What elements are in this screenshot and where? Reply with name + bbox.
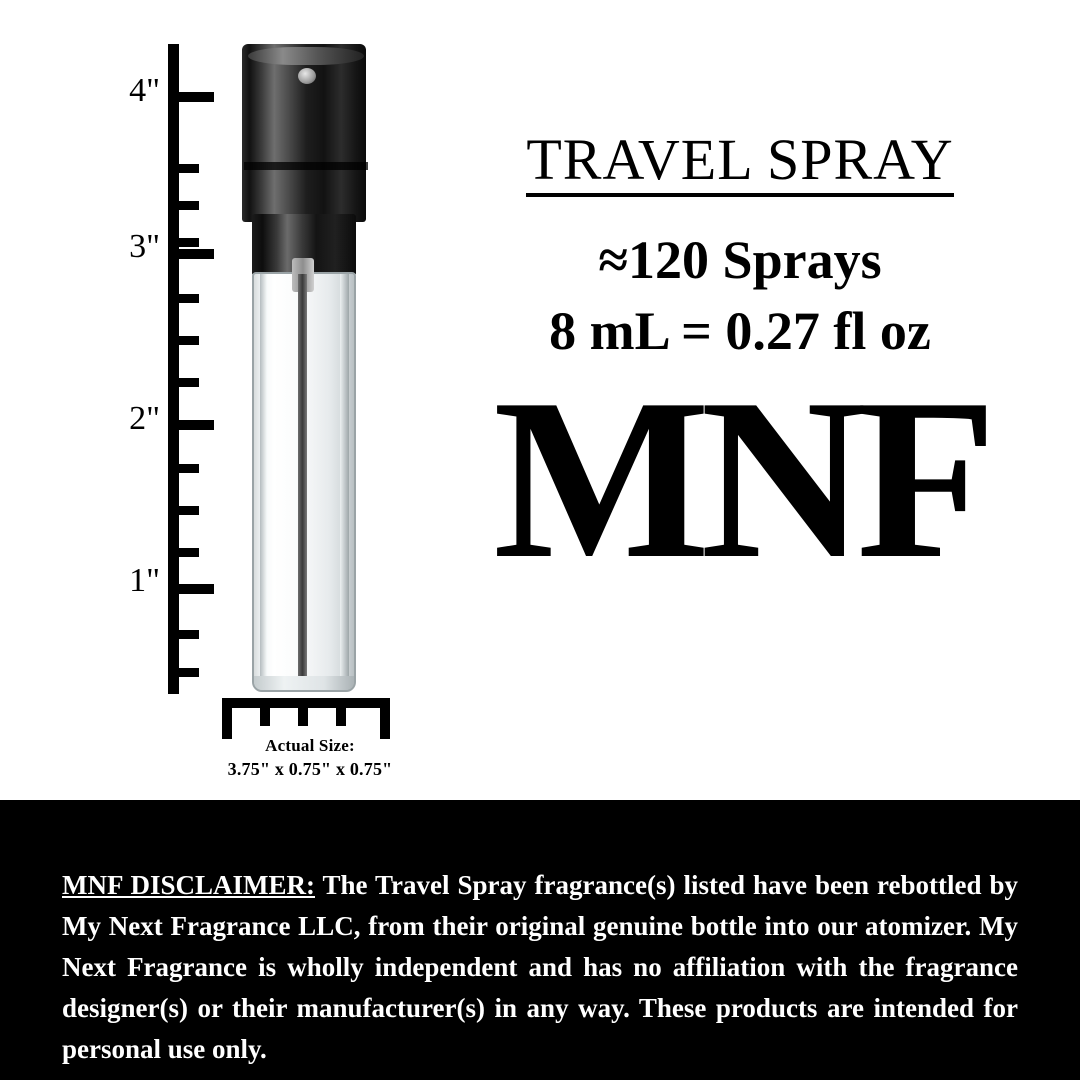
bottle-glass-body — [252, 272, 356, 692]
ruler-tick-major — [222, 708, 232, 739]
volume-text: 8 mL = 0.27 fl oz — [549, 301, 931, 362]
ruler-tick-major — [179, 420, 214, 430]
actual-size-caption — [180, 736, 440, 780]
ruler-label-3in: 3" — [129, 228, 160, 265]
spray-nozzle-hole — [298, 68, 316, 84]
vertical-ruler — [168, 44, 214, 694]
ruler-tick-major — [179, 92, 214, 102]
ruler-tick-minor — [179, 336, 199, 345]
ruler-tick-minor — [179, 201, 199, 210]
ruler-tick-minor — [179, 630, 199, 639]
dip-tube — [298, 274, 307, 688]
disclaimer-body: The Travel Spray fragrance(s) listed have been rebottled by My Next Fragrance LLC, from their original genuine bottle into our atomizer. My Next Fragrance is wholly independent and has no affiliation with the fragrance designer(s) or their manufacturer(s) in any way. These products are intended for personal use only. — [62, 870, 1018, 1065]
ruler-tick-minor — [179, 464, 199, 473]
ruler-label-4in: 4" — [129, 72, 160, 109]
glass-base — [254, 676, 354, 690]
bottle-cap — [242, 44, 366, 222]
title-wrap — [430, 127, 1050, 197]
glass-right-highlight — [340, 274, 349, 690]
cap-highlight — [248, 47, 364, 65]
ruler-tick-minor — [179, 378, 199, 387]
ruler-tick-minor — [179, 294, 199, 303]
spray-count: ≈120 Sprays — [598, 229, 882, 290]
ruler-tick-minor — [179, 164, 199, 173]
cap-collar — [244, 162, 368, 170]
ruler-spine-horizontal — [222, 698, 390, 708]
travel-spray-bottle — [240, 44, 368, 692]
product-info-block — [430, 127, 1050, 606]
actual-size-label: Actual Size: — [265, 736, 355, 755]
ruler-tick-minor — [179, 506, 199, 515]
brand-logo: MNF — [493, 350, 987, 606]
ruler-tick-major — [179, 249, 214, 259]
ruler-tick-minor — [179, 548, 199, 557]
ruler-label-2in: 2" — [129, 400, 160, 437]
disclaimer-label: MNF DISCLAIMER: — [62, 870, 315, 900]
horizontal-ruler — [222, 698, 390, 738]
ruler-tick-minor — [179, 668, 199, 677]
ruler-tick-major — [179, 584, 214, 594]
ruler-tick-minor — [179, 238, 199, 247]
disclaimer-bar — [0, 800, 1080, 1080]
ruler-tick-minor — [260, 708, 270, 726]
ruler-tick-minor — [336, 708, 346, 726]
ruler-tick-minor — [298, 708, 308, 726]
disclaimer-text — [62, 865, 1018, 1070]
ruler-spine — [168, 44, 179, 694]
actual-size-value: 3.75" x 0.75" x 0.75" — [227, 759, 393, 779]
glass-left-highlight — [260, 274, 267, 690]
page-title: TRAVEL SPRAY — [526, 130, 953, 197]
ruler-tick-major — [380, 708, 390, 739]
ruler-label-1in: 1" — [129, 562, 160, 599]
